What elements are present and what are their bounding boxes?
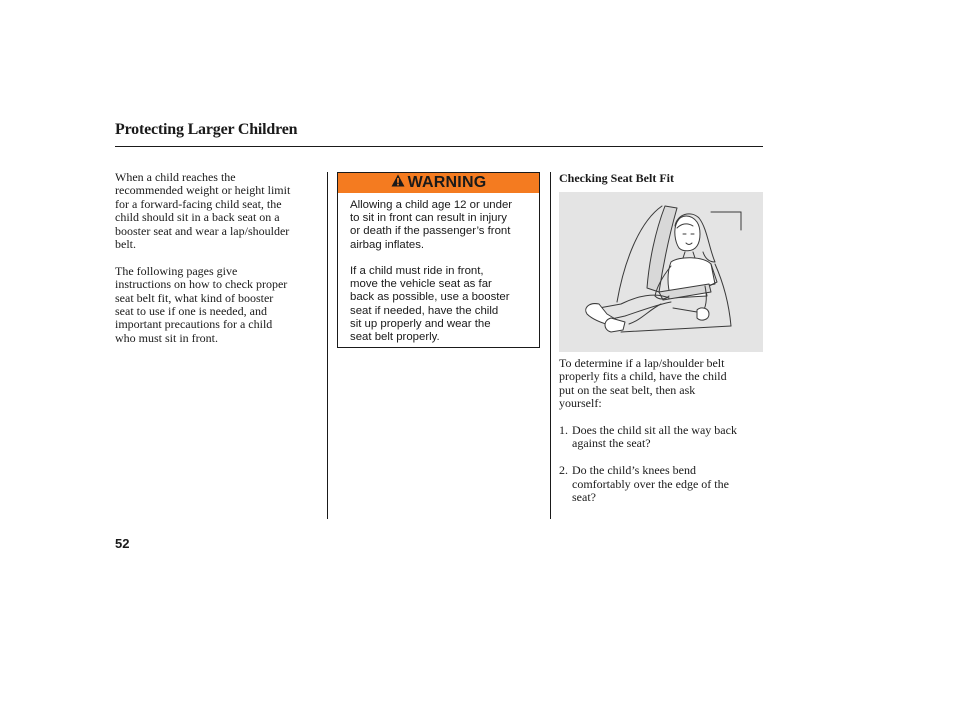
page-title: Protecting Larger Children xyxy=(115,121,298,138)
question-text: Does the child sit all the way back against the seat? xyxy=(572,423,737,451)
warning-box xyxy=(337,172,540,348)
list-item xyxy=(559,424,765,451)
question-list xyxy=(559,424,765,504)
left-paragraph-1: When a child reaches the recommended weight or height limit for a forward-facing child seat, the child should sit in a back seat on a booster seat and wear a lap/shoulder belt. xyxy=(115,170,291,252)
warning-triangle-icon xyxy=(391,174,405,192)
right-column xyxy=(559,357,765,518)
section-heading: Checking Seat Belt Fit xyxy=(559,171,674,185)
warning-paragraph-1: Allowing a child age 12 or under to sit in front can result in injury or death if the passenger’s front airbag inflates. xyxy=(350,199,513,251)
warning-paragraph-2: If a child must ride in front, move the vehicle seat as far back as possible, use a booster seat if needed, have the child sit up properly and wear the seat belt properly. xyxy=(350,265,510,344)
question-number: 2. xyxy=(559,463,568,478)
page-number: 52 xyxy=(115,536,130,551)
warning-label: WARNING xyxy=(407,174,487,191)
warning-body xyxy=(338,193,539,344)
title-divider xyxy=(115,146,763,147)
question-text: Do the child’s knees bend comfortably over the edge of the seat? xyxy=(572,463,729,505)
right-intro-paragraph: To determine if a lap/shoulder belt properly fits a child, have the child put on the seat belt, then ask yourself: xyxy=(559,356,727,411)
left-paragraph-2: The following pages give instructions on how to check proper seat belt fit, what kind of booster seat to use if one is needed, and important precautions for a child who must sit in front. xyxy=(115,263,288,345)
child-seat-belt-illustration xyxy=(559,192,763,352)
list-item xyxy=(559,464,765,504)
warning-header xyxy=(338,173,539,193)
left-column xyxy=(115,171,321,359)
question-number: 1. xyxy=(559,423,568,438)
column-divider-right xyxy=(550,172,551,519)
column-divider-left xyxy=(327,172,328,519)
